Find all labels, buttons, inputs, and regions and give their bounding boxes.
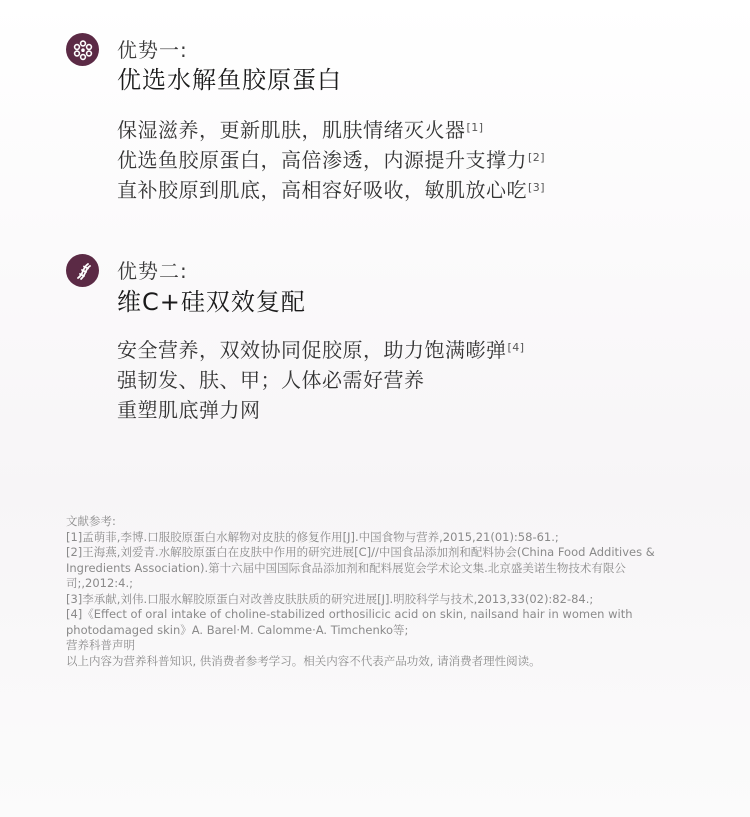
list-item: 保湿滋养，更新肌肤，肌肤情绪灭火器[1]	[117, 118, 484, 142]
reference-item: [4]《Effect of oral intake of choline-stabilized orthosilicic acid on skin, nailsand hair in women with photodamaged skin》A. Barel·M. Calomme·A. Timchenko等;	[66, 607, 633, 637]
footnote-ref: [4]	[507, 341, 525, 354]
advantage-one-label: 优势一:	[117, 38, 188, 62]
list-item: 安全营养，双效协同促胶原，助力饱满嘭弹[4]	[117, 338, 525, 362]
advantage-one-title: 优选水解鱼胶原蛋白	[117, 66, 342, 94]
advantage-one-list	[117, 115, 545, 205]
list-item: 直补胶原到肌底，高相容好吸收，敏肌放心吃[3]	[117, 178, 546, 202]
references-heading: 文献参考:	[66, 514, 116, 528]
reference-item: [1]孟萌菲,李博.口服胶原蛋白水解物对皮肤的修复作用[J].中国食物与营养,2015,21(01):58-61.;	[66, 529, 559, 544]
references-block	[66, 514, 686, 669]
footnote-ref: [2]	[528, 151, 546, 164]
footnote-ref: [1]	[466, 121, 484, 134]
disclaimer-text: 以上内容为营养科普知识, 供消费者参考学习。相关内容不代表产品功效, 请消费者理性阅读。	[66, 653, 541, 668]
dna-icon	[66, 254, 99, 287]
list-item: 强韧发、肤、甲；人体必需好营养	[117, 368, 425, 392]
advantage-two-title: 维C+硅双效复配	[117, 288, 306, 316]
advantage-two-list	[117, 335, 525, 425]
reference-item: [2]王海燕,刘爱青.水解胶原蛋白在皮肤中作用的研究进展[C]//中国食品添加剂和配料协会(China Food Additives & Ingredients Association).第十六届中国国际食品添加剂和配料展览会学术论文集.北京盛美诺生物技术有限公司;,2012:4.;	[66, 545, 655, 590]
molecule-icon	[66, 33, 99, 66]
advantage-two-label: 优势二:	[117, 259, 188, 283]
footnote-ref: [3]	[528, 181, 546, 194]
list-item: 优选鱼胶原蛋白，高倍渗透，内源提升支撑力[2]	[117, 148, 546, 172]
reference-item: [3]李承献,刘伟.口服水解胶原蛋白对改善皮肤肤质的研究进展[J].明胶科学与技术,2013,33(02):82-84.;	[66, 591, 594, 606]
disclaimer-heading: 营养科普声明	[66, 638, 135, 652]
list-item: 重塑肌底弹力网	[117, 398, 261, 422]
